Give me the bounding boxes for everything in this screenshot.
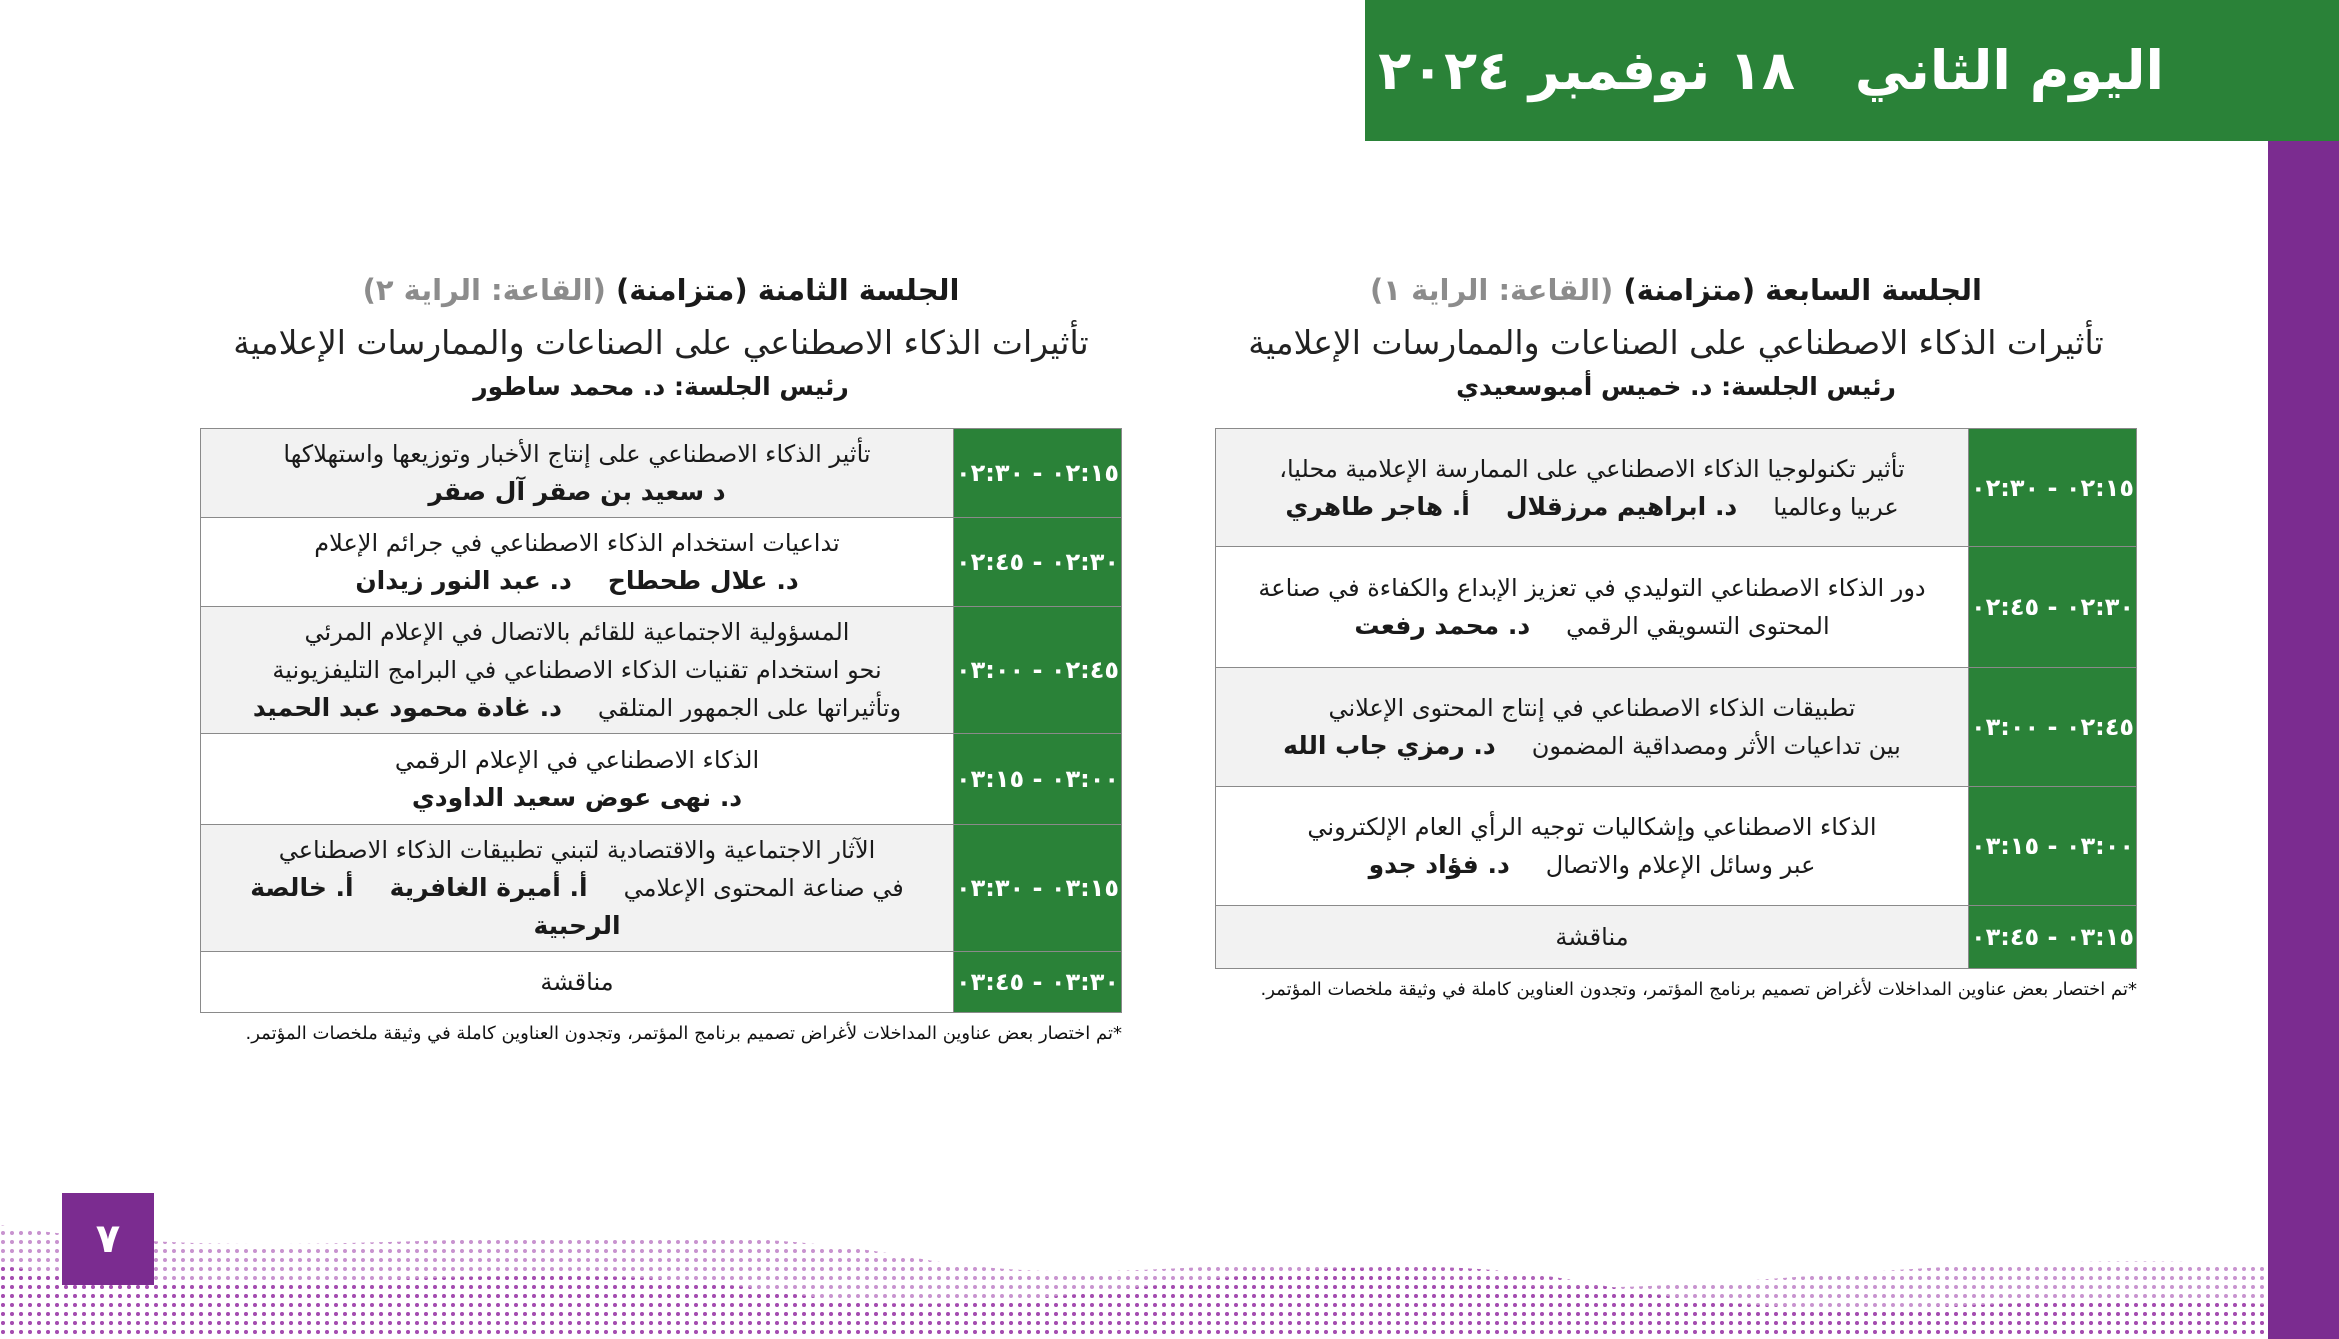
purple-side-stripe	[2268, 141, 2339, 1339]
talk-title: دور الذكاء الاصطناعي التوليدي في تعزيز الإبداع والكفاءة في صناعة	[1258, 574, 1926, 602]
time-slot: ٠٢:٣٠ - ٠٢:٤٥	[954, 518, 1122, 607]
table-row	[1216, 668, 2137, 787]
table-row	[201, 429, 1122, 518]
speaker-name: أ. أميرة الغافرية	[389, 873, 588, 902]
session-title: الجلسة الثامنة (متزامنة) (القاعة: الراية ٢)	[362, 273, 960, 307]
talk-title-cont: المحتوى التسويقي الرقمي	[1566, 612, 1830, 640]
talk-title-cont: نحو استخدام تقنيات الذكاء الاصطناعي في البرامج التليفزيونية	[272, 656, 882, 684]
talk-cell	[201, 607, 954, 734]
day-header-bar	[1365, 0, 2339, 141]
talk-cell	[201, 734, 954, 825]
talk-cell	[201, 429, 954, 518]
talk-title: تطبيقات الذكاء الاصطناعي في إنتاج المحتوى الإعلاني	[1328, 694, 1856, 722]
session-eight	[200, 262, 1122, 1044]
talk-title-cont: في صناعة المحتوى الإعلامي	[623, 874, 904, 902]
talk-title: الذكاء الاصطناعي وإشكاليات توجيه الرأي العام الإلكتروني	[1307, 813, 1877, 841]
talk-title-cont: عربيا وعالميا	[1773, 492, 1899, 521]
schedule-table	[200, 428, 1122, 1013]
speaker-name: د. علال طحطاح	[607, 566, 799, 595]
time-slot: ٠٣:٣٠ - ٠٣:٤٥	[954, 952, 1122, 1013]
session-room: (القاعة: الراية ٢)	[362, 273, 606, 307]
talk-cell	[1216, 787, 1969, 906]
speaker-name: د. رمزي جاب الله	[1283, 731, 1496, 760]
talk-title: تأثير الذكاء الاصطناعي على إنتاج الأخبار وتوزيعها واستهلاكها	[283, 440, 871, 468]
day-label: اليوم الثاني	[1854, 39, 2164, 102]
discussion-cell: مناقشة	[1216, 906, 1969, 969]
speaker-name: د. محمد رفعت	[1354, 611, 1531, 640]
talk-title: الآثار الاجتماعية والاقتصادية لتبني تطبيقات الذكاء الاصطناعي	[278, 836, 876, 864]
session-chair: رئيس الجلسة: د. خميس أمبوسعيدي	[1456, 372, 1896, 401]
talk-title: الذكاء الاصطناعي في الإعلام الرقمي	[394, 746, 760, 774]
talk-line	[1236, 488, 1948, 526]
session-subtitle: تأثيرات الذكاء الاصطناعي على الصناعات والممارسات الإعلامية	[1248, 323, 2104, 362]
date-label: ١٨ نوفمبر ٢٠٢٤	[1378, 39, 1795, 102]
discussion-cell: مناقشة	[201, 952, 954, 1013]
talk-title-cont: عبر وسائل الإعلام والاتصال	[1545, 851, 1816, 879]
table-row	[1216, 906, 2137, 969]
speaker-name: د سعيد بن صقر آل صقر	[428, 477, 726, 506]
time-slot: ٠٣:١٥ - ٠٣:٣٠	[954, 825, 1122, 952]
speaker-name: د. غادة محمود عبد الحميد	[252, 693, 562, 722]
talk-cell	[201, 518, 954, 607]
time-slot: ٠٢:١٥ - ٠٢:٣٠	[1969, 429, 2137, 547]
table-row	[201, 607, 1122, 734]
time-slot: ٠٢:٤٥ - ٠٣:٠٠	[1969, 668, 2137, 787]
talk-cell	[1216, 547, 1969, 668]
time-slot: ٠٢:٤٥ - ٠٣:٠٠	[954, 607, 1122, 734]
speaker-name: د. نهى عوض سعيد الداودي	[411, 783, 743, 812]
dotted-wave-decoration	[0, 1185, 2268, 1339]
time-slot: ٠٣:١٥ - ٠٣:٤٥	[1969, 906, 2137, 969]
speaker-name: أ. هاجر طاهري	[1285, 491, 1470, 521]
session-room: (القاعة: الراية ١)	[1370, 273, 1614, 307]
footnote: *تم اختصار بعض عناوين المداخلات لأغراض تصميم برنامج المؤتمر، وتجدون العناوين كاملة في وثيقة ملخصات المؤتمر.	[245, 1023, 1122, 1044]
session-seven	[1215, 262, 2137, 1000]
table-row	[201, 734, 1122, 825]
session-chair: رئيس الجلسة: د. محمد ساطور	[473, 372, 849, 401]
time-slot: ٠٣:٠٠ - ٠٣:١٥	[1969, 787, 2137, 906]
time-slot: ٠٢:١٥ - ٠٢:٣٠	[954, 429, 1122, 518]
time-slot: ٠٢:٣٠ - ٠٢:٤٥	[1969, 547, 2137, 668]
time-slot: ٠٣:٠٠ - ٠٣:١٥	[954, 734, 1122, 825]
table-row	[201, 952, 1122, 1013]
table-row	[201, 518, 1122, 607]
talk-cell	[1216, 429, 1969, 547]
speaker-name: د. فؤاد جدو	[1368, 850, 1510, 879]
page-number: ٧	[62, 1193, 154, 1285]
speaker-name: أ. خالصة الرحبية	[250, 873, 621, 940]
talk-title: المسؤولية الاجتماعية للقائم بالاتصال في الإعلام المرئي	[304, 618, 850, 646]
talk-cell	[1216, 668, 1969, 787]
talk-title-cont: وتأثيراتها على الجمهور المتلقي	[597, 694, 902, 722]
speaker-name: د. ابراهيم مرزقلال	[1505, 491, 1738, 521]
table-row	[1216, 429, 2137, 547]
session-subtitle: تأثيرات الذكاء الاصطناعي على الصناعات والممارسات الإعلامية	[233, 323, 1089, 362]
talk-cell	[201, 825, 954, 952]
schedule-table	[1215, 428, 2137, 969]
session-title: الجلسة السابعة (متزامنة) (القاعة: الراية ١)	[1370, 273, 1982, 307]
talk-title-cont: بين تداعيات الأثر ومصداقية المضمون	[1531, 732, 1901, 760]
footnote: *تم اختصار بعض عناوين المداخلات لأغراض تصميم برنامج المؤتمر، وتجدون العناوين كاملة في وثيقة ملخصات المؤتمر.	[1260, 979, 2137, 1000]
table-row	[201, 825, 1122, 952]
table-row	[1216, 547, 2137, 668]
speaker-name: د. عبد النور زيدان	[355, 566, 572, 595]
table-row	[1216, 787, 2137, 906]
talk-title: تأثير تكنولوجيا الذكاء الاصطناعي على الممارسة الإعلامية محليا،	[1279, 454, 1905, 483]
talk-title: تداعيات استخدام الذكاء الاصطناعي في جرائم الإعلام	[314, 529, 840, 557]
